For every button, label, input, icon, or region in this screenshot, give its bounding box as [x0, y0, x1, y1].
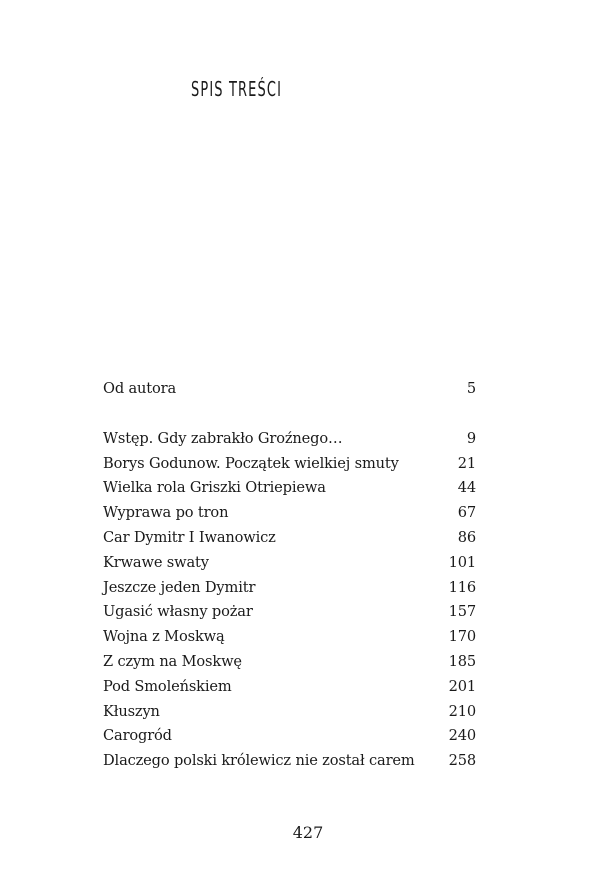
toc-entry-title: Carogród [103, 727, 172, 745]
toc-entry-page: 258 [448, 752, 476, 770]
toc-entry-page: 9 [466, 429, 476, 447]
toc-entry-title: Jeszcze jeden Dymitr [103, 578, 256, 596]
toc-entry [103, 377, 476, 402]
toc-entry-page: 21 [457, 454, 476, 472]
toc-entry [103, 650, 476, 675]
page-number: 427 [292, 823, 324, 842]
toc-entry [103, 526, 476, 551]
toc-entry [103, 600, 476, 625]
toc-entry-page: 157 [448, 603, 476, 621]
toc-entry [103, 551, 476, 576]
toc-entry-page: 201 [448, 677, 476, 695]
toc-entry-title: Pod Smoleńskiem [103, 677, 232, 695]
toc-entry-title: Car Dymitr I Iwanowicz [103, 528, 276, 546]
toc-entry-page: 170 [448, 628, 476, 646]
toc-entry-page: 240 [448, 727, 476, 745]
toc-entry [103, 724, 476, 749]
toc-entry [103, 749, 476, 774]
toc-entry-page: 44 [457, 479, 476, 497]
toc-entry-title: Ugasić własny pożar [103, 603, 253, 621]
table-of-contents [103, 377, 476, 774]
toc-entry [103, 501, 476, 526]
page-title: SPIS TREŚCI [191, 77, 283, 101]
toc-entry-page: 67 [457, 504, 476, 522]
toc-entry-title: Od autora [103, 380, 177, 397]
toc-entry [103, 427, 476, 452]
toc-entry [103, 576, 476, 601]
toc-entry [103, 700, 476, 725]
toc-entry-page: 101 [448, 553, 476, 571]
toc-entry [103, 625, 476, 650]
toc-entry-title: Wyprawa po tron [103, 504, 229, 522]
toc-entry-title: Wielka rola Griszki Otriepiewa [103, 479, 326, 497]
toc-entry-page: 5 [466, 380, 476, 397]
toc-entry-page: 116 [448, 578, 476, 596]
toc-entry-title: Wojna z Moskwą [103, 628, 225, 646]
toc-entry-page: 185 [448, 652, 476, 670]
toc-entry [103, 476, 476, 501]
toc-entry-title: Krwawe swaty [103, 553, 209, 571]
toc-entry-page: 210 [448, 702, 476, 720]
toc-entry-page: 86 [457, 528, 476, 546]
toc-entry-title: Kłuszyn [103, 702, 160, 720]
toc-entry-title: Wstęp. Gdy zabrakło Groźnego… [103, 429, 343, 447]
toc-entry [103, 452, 476, 477]
toc-entry-title: Z czym na Moskwę [103, 652, 242, 670]
toc-entry-title: Dlaczego polski królewicz nie został carem [103, 752, 415, 770]
toc-entry [103, 675, 476, 700]
toc-entry-title: Borys Godunow. Początek wielkiej smuty [103, 454, 399, 472]
